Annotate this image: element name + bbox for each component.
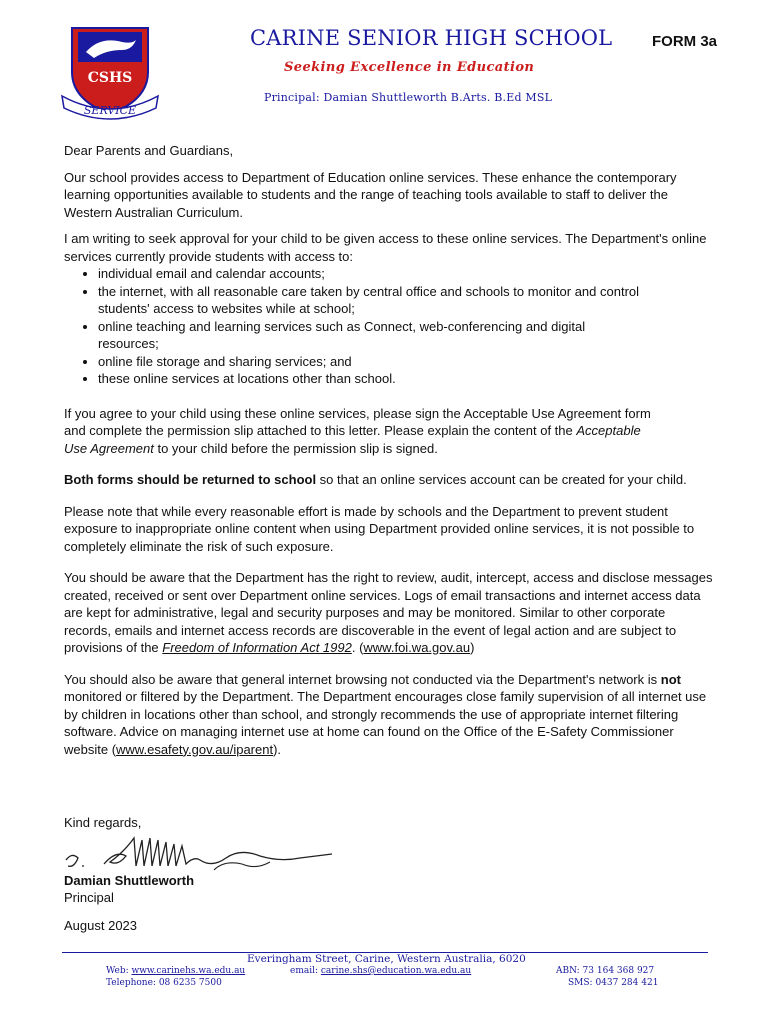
letter-date: August 2023 bbox=[64, 918, 138, 933]
signer-name: Damian Shuttleworth bbox=[64, 873, 195, 888]
crest-ribbon-text: SERVICE bbox=[83, 104, 137, 117]
bold-text: not bbox=[660, 671, 681, 687]
footer-email bbox=[290, 966, 471, 976]
esafety-link[interactable]: www.esafety.gov.au/iparent bbox=[116, 741, 274, 757]
text: ) bbox=[470, 640, 475, 655]
school-name: CARINE SENIOR HIGH SCHOOL bbox=[250, 26, 613, 50]
list-item: • the internet, with all reasonable care taken by central office and schools to monitor and control students' access to websites while at school; bbox=[98, 283, 714, 318]
paragraph-return-forms bbox=[64, 471, 714, 489]
crest-text: CSHS bbox=[87, 70, 133, 86]
list-item: • these online services at locations other than school. bbox=[98, 370, 714, 388]
text: If you agree to your child using these online services, please sign the Acceptable Use Agreement form and complete the permission slip attached to this letter. Please explain the content of the bbox=[64, 405, 651, 438]
emphasis-aua: Acceptable Use Agreement bbox=[64, 423, 641, 456]
closing: Kind regards, bbox=[64, 815, 142, 830]
email-label: email: bbox=[290, 966, 321, 976]
paragraph-approval: I am writing to seek approval for your child to be given access to these online services. The Department's online services currently provide students with access to: bbox=[64, 231, 707, 264]
email-link[interactable]: carine.shs@education.wa.edu.au bbox=[320, 966, 472, 976]
text: ). bbox=[273, 741, 282, 757]
principal-line: Principal: Damian Shuttleworth B.Arts. B.Ed MSL bbox=[264, 91, 553, 104]
services-list bbox=[64, 265, 714, 388]
handwritten-signature bbox=[64, 830, 344, 878]
bold-text: Both forms should be returned to school bbox=[64, 472, 317, 487]
letter-body bbox=[64, 142, 714, 767]
footer-abn: ABN: 73 164 368 927 bbox=[556, 966, 655, 976]
list-item: • online teaching and learning services such as Connect, web-conferencing and digital resources; bbox=[98, 318, 714, 353]
footer-web bbox=[106, 966, 245, 976]
paragraph-intro: Our school provides access to Department of Education online services. These enhance the contemporary learning opportunities available to students and the range of teaching tools available to staff to deliver the Western Australian Curriculum. bbox=[64, 169, 677, 220]
list-item: • online file storage and sharing services; and bbox=[98, 353, 714, 371]
footer-divider bbox=[62, 952, 708, 953]
text: to your child before the permission slip is signed. bbox=[153, 440, 438, 456]
website-link[interactable]: www.carinehs.wa.edu.au bbox=[131, 966, 246, 976]
list-item: • individual email and calendar accounts; bbox=[98, 265, 714, 283]
signer-title: Principal bbox=[64, 890, 114, 905]
foi-website-link[interactable]: www.foi.wa.gov.au bbox=[363, 640, 471, 655]
letterhead bbox=[0, 0, 770, 130]
text: . ( bbox=[351, 640, 364, 655]
footer-sms: SMS: 0437 284 421 bbox=[568, 978, 659, 988]
school-crest-logo bbox=[60, 22, 160, 122]
paragraph-agreement bbox=[64, 405, 714, 458]
salutation: Dear Parents and Guardians, bbox=[64, 143, 234, 158]
text: You should be aware that the Department has the right to review, audit, intercept, access and disclose messages created, received or sent over Department online services. Logs of email transactions and internet access data are kept for administrative, legal and security purposes and may be monitored. Similar to other corporate records, emails and internet access records are discoverable in the event of legal action and are subject to provisions of the bbox=[64, 570, 713, 655]
text: so that an online services account can be created for your child. bbox=[316, 472, 687, 487]
text: monitored or filtered by the Department. The Department encourages close family supervision of all internet use by children in locations other than school, and strongly recommends the use of appropriate internet filtering software. Advice on managing internet use at home can found on the Office of the E-Safety Commissioner website ( bbox=[64, 689, 707, 757]
footer-address: Everingham Street, Carine, Western Australia, 6020 bbox=[247, 953, 526, 965]
school-motto: Seeking Excellence in Education bbox=[284, 60, 535, 75]
signer-block bbox=[64, 872, 194, 906]
web-label: Web: bbox=[106, 966, 132, 976]
paragraph-rights bbox=[64, 569, 714, 657]
form-label: FORM 3a bbox=[652, 33, 718, 50]
paragraph-exposure: Please note that while every reasonable effort is made by schools and the Department to prevent student exposure to inappropriate online content when using Department provided online services, it is not possible to completely eliminate the risk of such exposure. bbox=[64, 503, 695, 554]
footer-telephone: Telephone: 08 6235 7500 bbox=[106, 978, 222, 988]
paragraph-browsing bbox=[64, 671, 714, 759]
foi-act-link[interactable]: Freedom of Information Act 1992 bbox=[162, 640, 352, 655]
text: You should also be aware that general internet browsing not conducted via the Department's network is bbox=[64, 671, 661, 687]
footer bbox=[0, 948, 770, 1008]
